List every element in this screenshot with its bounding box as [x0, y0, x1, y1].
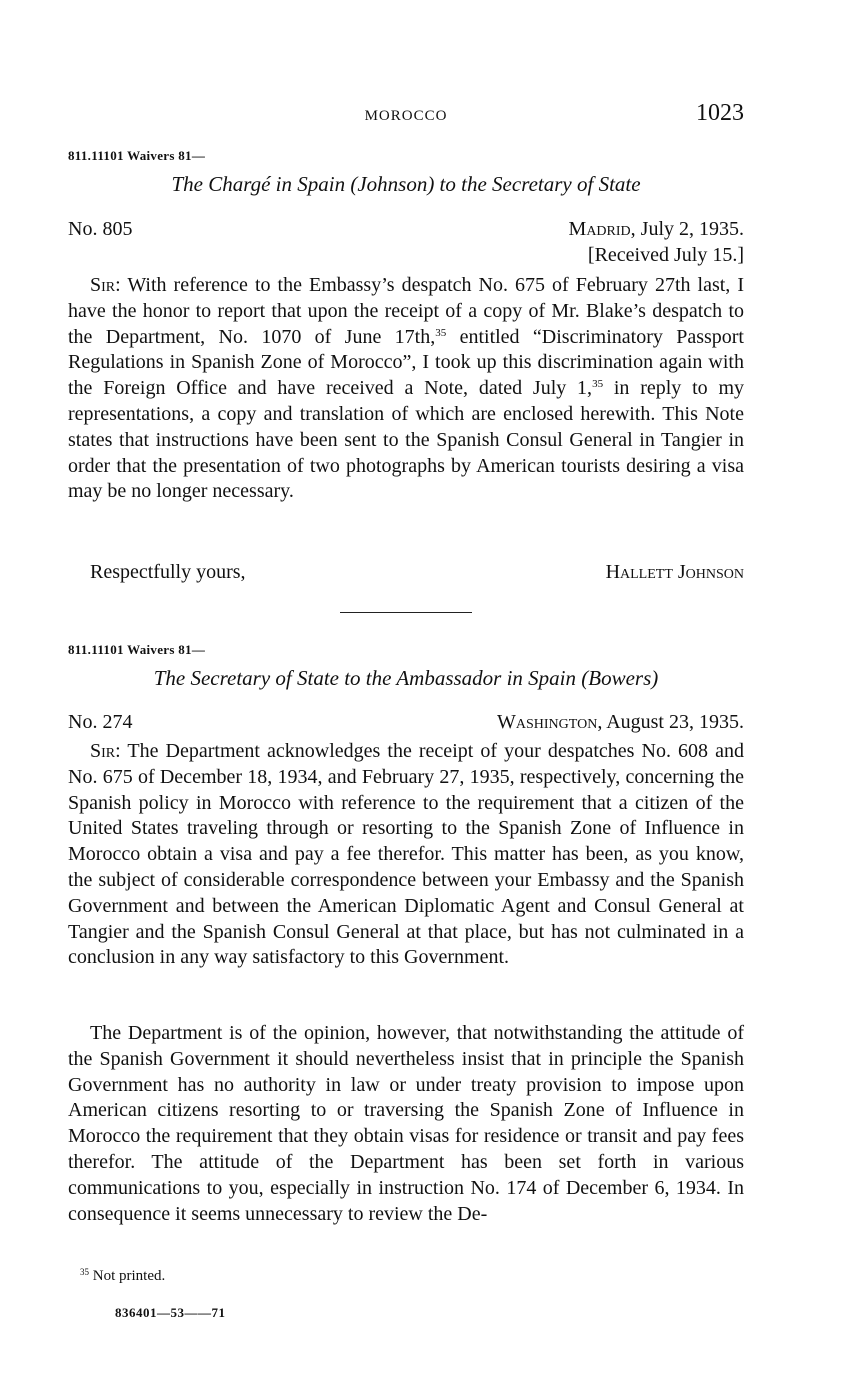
page-number: 1023 [696, 100, 744, 126]
salutation-1: Sir [90, 274, 116, 296]
body-2 [68, 739, 744, 971]
place-date-2 [497, 711, 744, 734]
footnote-ref: 35 [592, 378, 604, 391]
paragraph-1-part-a: : With reference to the Embassy’s despatch No. 675 of February 27th last, I have the honor to report that upon the receipt of a copy of Mr. Blake’s despatch to the Department, No. 1070 of June 17th, [68, 274, 744, 348]
running-head-title: MOROCCO [364, 108, 448, 124]
received-note: [Received July 15.] [587, 244, 744, 266]
printer-mark: 836401—53——71 [115, 1305, 226, 1320]
running-head [68, 100, 744, 132]
footnote-ref: 35 [435, 326, 447, 339]
paragraph-1 [68, 273, 744, 505]
salutation-2: Sir [90, 740, 116, 762]
paragraph-1-part-c: in reply to my representations, a copy and translation of which are enclosed herewith. This Note states that instructions have been sent to the Spanish Consul General in Tangier in order that the presentation of two photographs by American tourists desiring a visa may be no longer necessary. [68, 377, 745, 503]
instruction-number: No. 274 [68, 711, 133, 733]
closing-line [68, 561, 744, 587]
document-heading-1: The Chargé in Spain (Johnson) to the Secretary of State [171, 172, 641, 196]
footnote-text: Not printed. [89, 1268, 166, 1284]
signature: Hallett Johnson [605, 561, 744, 583]
place-1: Madrid [568, 218, 631, 240]
paragraph-2 [68, 739, 744, 971]
body-1 [68, 273, 744, 505]
body-3 [68, 1021, 744, 1227]
document-heading-2: The Secretary of State to the Ambassador in Spain (Bowers) [153, 666, 659, 690]
paragraph-2-text: : The Department acknowledges the receipt of your despatches No. 608 and No. 675 of December 18, 1934, and February 27, 1935, respectively, concerning the Spanish policy in Morocco with reference to the requirement that a citizen of the United States traveling through or resorting to the Spanish Zone of Influence in Morocco obtain a visa and pay a fee therefor. This matter has been, as you know, the subject of considerable correspondence between your Embassy and the Spanish Government and between the American Diplomatic Agent and Consul General at Tangier and the Spanish Consul General at that place, but has not culminated in a conclusion in any way satisfactory to this Government. [68, 740, 744, 969]
file-number-2: 811.11101 Waivers 81— [68, 642, 206, 657]
place-date-1 [569, 218, 744, 241]
file-number-1: 811.11101 Waivers 81— [68, 148, 206, 163]
date-1: , July 2, 1935. [630, 218, 744, 240]
section-divider [340, 612, 472, 613]
despatch-number-1: No. 805 [68, 218, 133, 240]
complimentary-close: Respectfully yours, [90, 561, 246, 583]
date-2: , August 23, 1935. [597, 711, 744, 733]
paragraph-3: The Department is of the opinion, however, that notwithstanding the attitude of the Spanish Government it should nevertheless insist that in principle the Spanish Government has no authority in law or under treaty provision to impose upon American citizens resorting to or traversing the Spanish Zone of Influence in Morocco the requirement that they obtain visas for residence or transit and pay fees therefor. The attitude of the Department has been set forth in various communications to you, especially in instruction No. 174 of December 6, 1934. In consequence it seems unnecessary to review the De- [68, 1022, 744, 1225]
dateline-1 [68, 218, 744, 244]
dateline-2 [68, 711, 744, 737]
footnote-marker: 35 [80, 1267, 89, 1277]
paragraph-1-part-b: entitled “Discriminatory Passport Regulations in Spanish Zone of Morocco”, I took up this discrimination again with the Foreign Office and have received a Note, dated July 1, [68, 325, 744, 400]
place-2: Washington [497, 711, 598, 733]
footnote [80, 1268, 165, 1285]
